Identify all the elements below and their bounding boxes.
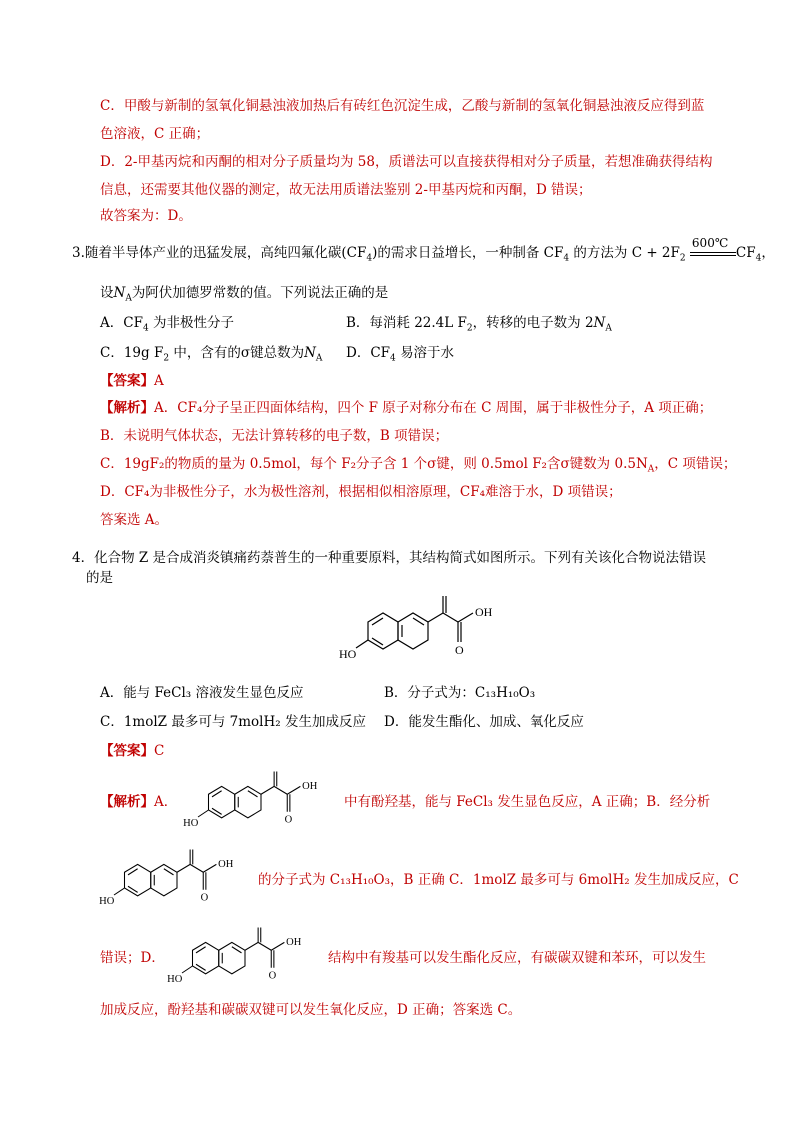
q3-stem2: 设$N_A$为阿伏加德罗常数的值。下列说法正确的是 <box>100 285 389 304</box>
q3-explanation-d: D．CF₄为非极性分子，水为极性溶剂，根据相似相溶原理，CF₄难溶于水，D 项错误； <box>100 484 622 500</box>
q3-stem2-b: 为阿伏加德罗常数的值。下列说法正确的是 <box>131 285 389 301</box>
svg-text:OH: OH <box>302 781 318 792</box>
q3-explanation-a: 【解析】A．CF₄分子呈正四面体结构，四个 F 原子对称分布在 C 周围，属于非极性分子，A 项正确； <box>100 400 713 416</box>
q3-equation: $C + 2F_2$ 600℃ $CF_4$， <box>632 245 775 261</box>
q3-stem-c: 的方法为 <box>573 245 628 261</box>
q3-condition: 600℃ <box>691 235 729 250</box>
q3-cf4b: $CF_4$ <box>543 245 570 264</box>
svg-text:OH: OH <box>286 937 302 948</box>
q4-option-c: C．1molZ 最多可与 7molH₂ 发生加成反应 <box>100 714 366 730</box>
q3-answer: 【答案】A <box>100 373 164 389</box>
q4-explanation-1b: 中有酚羟基，能与 FeCl₃ 发生显色反应，A 正确；B．经分析 <box>344 794 711 810</box>
svg-text:HO: HO <box>183 817 199 829</box>
q4-option-b: B．分子式为：C₁₃H₁₀O₃ <box>384 685 536 701</box>
molecule-structure-small-2 <box>92 846 262 916</box>
mol-o-label: O <box>455 643 464 657</box>
prev-conclusion: 故答案为：D。 <box>100 208 192 224</box>
q3-stem-b: )的需求日益增长，一种制备 <box>372 245 540 261</box>
q3-option-a: A．$CF_4$ 为非极性分子 <box>100 315 234 334</box>
q4-option-d: D．能发生酯化、加成、氧化反应 <box>384 714 584 730</box>
q4-explanation-2: 的分子式为 C₁₃H₁₀O₃，B 正确 C．1molZ 最多可与 6molH₂ 发生加成反应，C <box>258 872 739 888</box>
svg-text:OH: OH <box>218 859 234 870</box>
svg-text:O: O <box>284 814 293 826</box>
q4-explanation-3b: 结构中有羧基可以发生酯化反应，有碳碳双键和苯环，可以发生 <box>328 950 706 966</box>
q3-cf4: $CF_4$ <box>346 245 373 264</box>
molecule-structure-small-3 <box>160 924 330 994</box>
q4-option-a: A．能与 FeCl₃ 溶液发生显色反应 <box>100 685 304 701</box>
q3-option-b: B．每消耗 22.4L $F_2$，转移的电子数为 $2N_A$ <box>346 315 612 334</box>
mol-ho-label: HO <box>339 647 357 661</box>
svg-text:O: O <box>268 970 277 982</box>
svg-text:HO: HO <box>99 895 115 907</box>
q3-stem <box>72 235 775 269</box>
svg-text:HO: HO <box>167 973 183 985</box>
q4-answer: 【答案】C <box>100 743 165 759</box>
q3-explanation-b: B．未说明气体状态，无法计算转移的电子数，B 项错误； <box>100 428 449 444</box>
q4-explanation-1: 【解析】A． <box>100 794 178 810</box>
q3-explanation-c: C．19gF₂的物质的量为 0.5mol，每个 F₂分子含 1 个σ键，则 0.5mol F₂含σ键数为 $0.5N_A$，C 项错误； <box>100 456 737 475</box>
q4-explanation-3: 错误；D． <box>100 950 165 966</box>
q4-stem1: 4．化合物 Z 是合成消炎镇痛药萘普生的一种重要原料，其结构简式如图所示。下列有关该化合物说法错误 <box>72 550 707 566</box>
q3-option-c: C．19g $F_2$ 中，含有的σ键总数为$N_A$ <box>100 345 323 364</box>
molecule-structure <box>338 592 518 672</box>
q3-stem-a: 3.随着半导体产业的迅猛发展，高纯四氟化碳( <box>72 245 347 261</box>
svg-text:O: O <box>200 892 209 904</box>
q3-explanation-end: 答案选 A。 <box>100 512 169 528</box>
q3-stem2-a: 设 <box>100 285 114 301</box>
q4-stem2: 的是 <box>86 570 113 586</box>
q3-option-d: D．$CF_4$ 易溶于水 <box>346 345 455 364</box>
q4-explanation-4: 加成反应，酚羟基和碳碳双键可以发生氧化反应，D 正确；答案选 C。 <box>100 1002 522 1018</box>
mol-oh-label: OH <box>475 605 493 619</box>
prev-d-line2: 信息，还需要其他仪器的测定，故无法用质谱法鉴别 2-甲基丙烷和丙酮，D 错误； <box>100 182 592 198</box>
prev-c-line1: C．甲酸与新制的氢氧化铜悬浊液加热后有砖红色沉淀生成，乙酸与新制的氢氧化铜悬浊液反应得到蓝 <box>100 98 705 114</box>
prev-c-line2: 色溶液，C 正确； <box>100 126 210 142</box>
prev-d-line1: D．2-甲基丙烷和丙酮的相对分子质量均为 58，质谱法可以直接获得相对分子质量，若想准确获得结构 <box>100 154 713 170</box>
molecule-structure-small-1 <box>176 768 346 838</box>
